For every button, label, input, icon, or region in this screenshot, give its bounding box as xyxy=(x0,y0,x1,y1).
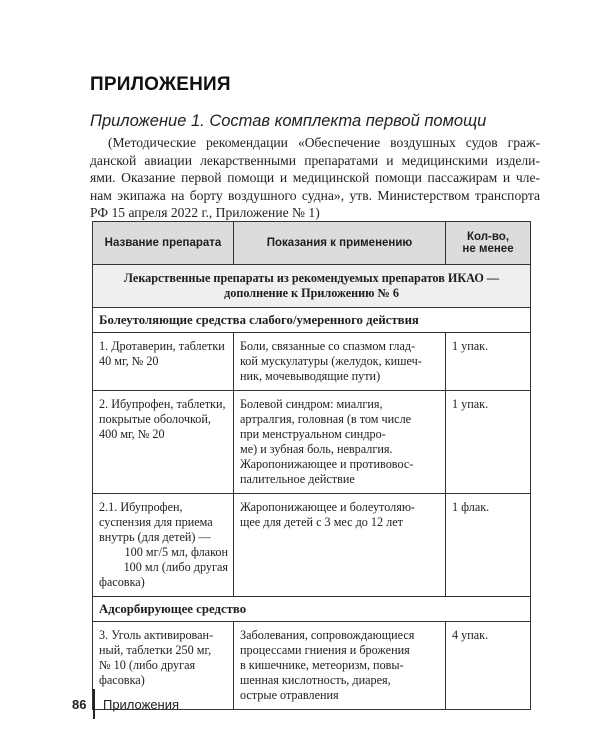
banner-line: дополнение к Приложению № 6 xyxy=(224,286,399,300)
text-line: 1. Дротаверин, таблетки xyxy=(99,339,225,353)
column-header-name: Название препарата xyxy=(93,222,234,265)
page-number: 86 xyxy=(72,696,87,712)
first-aid-kit-table xyxy=(92,221,531,710)
text-line: при менструальном синдро- xyxy=(240,427,386,441)
text-line: 2.1. Ибупрофен, xyxy=(99,500,183,514)
icao-banner xyxy=(93,265,531,308)
quantity-cell: 1 флак. xyxy=(446,494,531,597)
text-line: Жаропонижающее и противовос- xyxy=(240,457,414,471)
text-line: 100 мг/5 мл, флакон xyxy=(124,545,228,559)
page-heading: ПРИЛОЖЕНИЯ xyxy=(90,74,231,95)
banner-line: Лекарственные препараты из рекомендуемых препаратов ИКАО — xyxy=(123,271,500,285)
text-line: ме) и зубная боль, невралгия. xyxy=(240,442,393,456)
text-line: 2. Ибупрофен, таблетки, xyxy=(99,397,226,411)
intro-line: (Методические рекомендации «Обеспечение воздушных судов граж- xyxy=(108,135,540,150)
text-line: № 10 (либо другая xyxy=(99,658,196,672)
text-line: 400 мг, № 20 xyxy=(99,427,165,441)
text-line: щее для детей с 3 мес до 12 лет xyxy=(240,515,403,529)
text-line: суспензия для приема xyxy=(99,515,213,529)
table-row xyxy=(93,333,531,391)
drug-name-cell xyxy=(93,494,234,597)
table-header-row xyxy=(93,222,531,265)
indication-cell xyxy=(234,494,446,597)
table-row xyxy=(93,391,531,494)
text-line: ный, таблетки 250 мг, xyxy=(99,643,212,657)
table-row xyxy=(93,494,531,597)
text-line: покрытые оболочкой, xyxy=(99,412,211,426)
drug-name-cell xyxy=(93,333,234,391)
text-line: 3. Уголь активирован- xyxy=(99,628,214,642)
text-line: внутрь (для детей) — xyxy=(99,530,211,544)
intro-line: данской авиации лекарственными препаратами и медицинскими издели- xyxy=(90,152,540,168)
text-line: в кишечнике, метеоризм, повы- xyxy=(240,658,404,672)
text-line: 40 мг, № 20 xyxy=(99,354,159,368)
text-line: фасовка) xyxy=(99,575,145,589)
section-title: Болеутоляющие средства слабого/умеренного действия xyxy=(93,308,531,333)
intro-line: ями. Оказание первой помощи и медицинской помощи пассажирам и чле- xyxy=(90,170,540,186)
text-line: фасовка) xyxy=(99,673,145,687)
quantity-cell: 4 упак. xyxy=(446,622,531,710)
text-line: острые отравления xyxy=(240,688,339,702)
table-banner-row xyxy=(93,265,531,308)
running-title: Приложения xyxy=(102,696,180,712)
quantity-header-line: не менее xyxy=(462,243,514,255)
text-line: артралгия, головная (в том числе xyxy=(240,412,412,426)
section-title: Адсорбирующее средство xyxy=(93,597,531,622)
indication-cell xyxy=(234,333,446,391)
text-line: Жаропонижающее и болеутоляю- xyxy=(240,500,415,514)
section-row xyxy=(93,308,531,333)
page-footer xyxy=(72,687,179,721)
text-line: палительное действие xyxy=(240,472,355,486)
indication-cell xyxy=(234,622,446,710)
appendix-title: Приложение 1. Состав комплекта первой помощи xyxy=(90,112,487,130)
quantity-cell: 1 упак. xyxy=(446,333,531,391)
text-line: ник, мочевыводящие пути) xyxy=(240,369,381,383)
intro-line: нам экипажа на борту воздушного судна», утв. Министерством транспорта xyxy=(90,187,540,203)
text-line: процессами гниения и брожения xyxy=(240,643,410,657)
text-line: 100 мл (либо другая xyxy=(123,560,228,574)
intro-line: РФ 15 апреля 2022 г., Приложение № 1) xyxy=(90,205,320,221)
footer-divider xyxy=(93,689,95,719)
quantity-header-line: Кол-во, xyxy=(466,231,510,243)
text-line: Болевой синдром: миалгия, xyxy=(240,397,383,411)
intro-paragraph xyxy=(90,134,540,222)
quantity-cell: 1 упак. xyxy=(446,391,531,494)
section-row xyxy=(93,597,531,622)
text-line: Заболевания, сопровождающиеся xyxy=(240,628,415,642)
text-line: Боли, связанные со спазмом глад- xyxy=(240,339,416,353)
indication-cell xyxy=(234,391,446,494)
column-header-indication: Показания к применению xyxy=(234,222,446,265)
text-line: шенная кислотность, диарея, xyxy=(240,673,391,687)
drug-name-cell xyxy=(93,391,234,494)
text-line: кой мускулатуры (желудок, кишеч- xyxy=(240,354,422,368)
column-header-quantity xyxy=(446,222,531,265)
